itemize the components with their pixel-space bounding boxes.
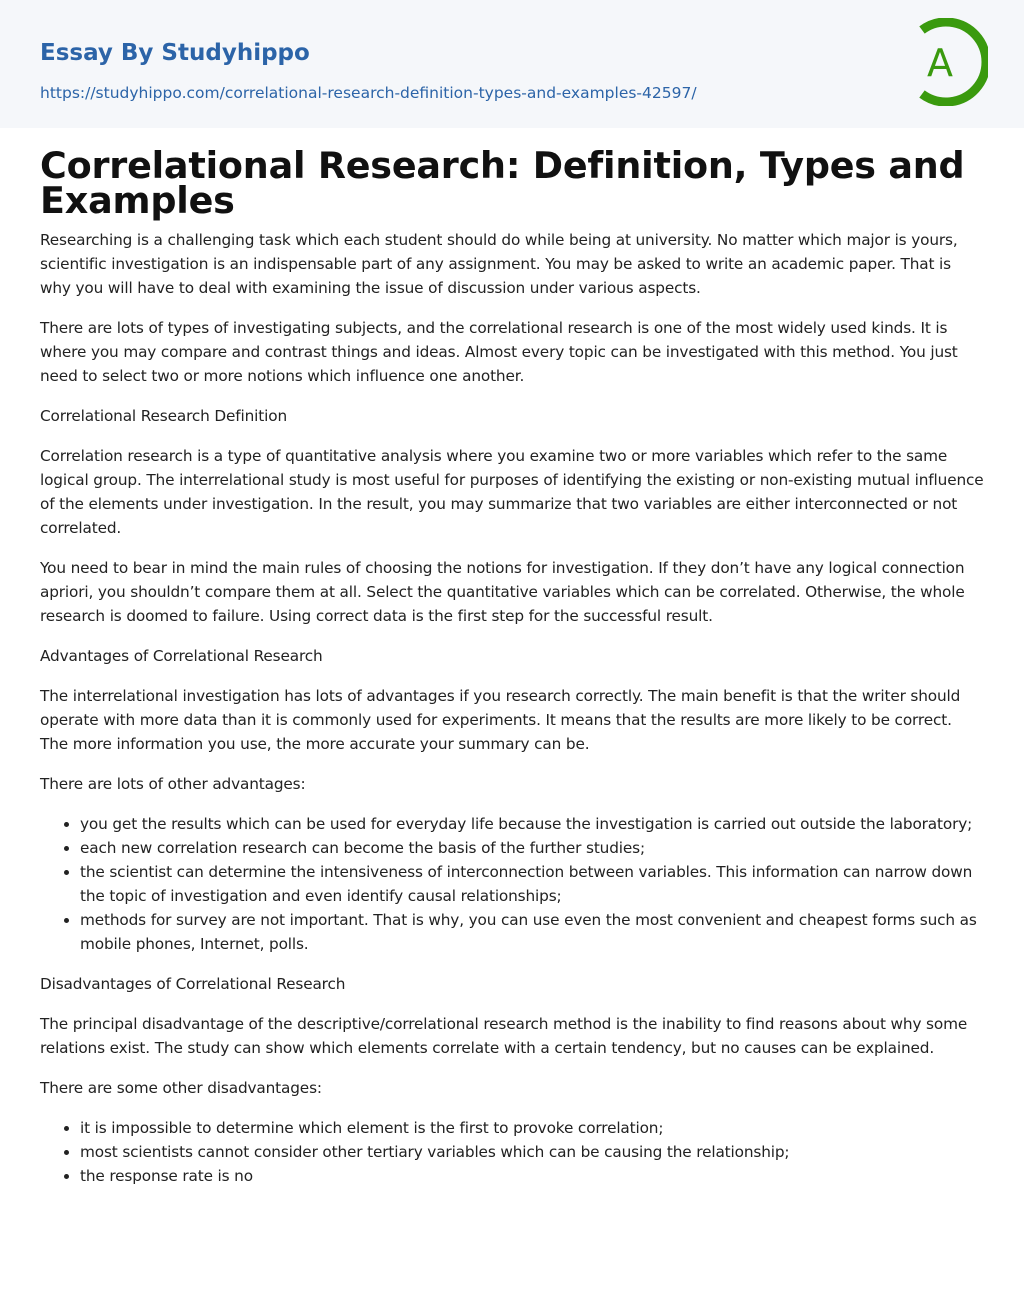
paragraph: Researching is a challenging task which each student should do while being at university. No matter which major is yours, scientific investigation is an indispensable part of any assignment. You may be asked to write an academic paper. That is why you will have to deal with examining the issue of discussion under various aspects.	[40, 231, 958, 297]
paragraph: Correlation research is a type of quantitative analysis where you examine two or more variables which refer to the same logical group. The interrelational study is most useful for purposes of identifying the existing or non-existing mutual influence of the elements under investigation. In the result, you may summarize that two variables are either interconnected or not correlated.	[40, 447, 984, 537]
paragraph: The principal disadvantage of the descriptive/correlational research method is the inability to find reasons about why some relations exist. The study can show which elements correlate with a certain tendency, but no causes can be explained.	[40, 1015, 968, 1057]
list-item: • the response rate is no	[80, 1164, 984, 1188]
section-heading-definition: Correlational Research Definition	[40, 407, 287, 425]
page-title: Correlational Research: Definition, Types and Examples	[40, 144, 965, 222]
section-heading-disadvantages: Disadvantages of Correlational Research	[40, 975, 346, 993]
paragraph: You need to bear in mind the main rules of choosing the notions for investigation. If they don’t have any logical connection apriori, you shouldn’t compare them at all. Select the quantitative variables which can be correlated. Otherwise, the whole research is doomed to failure. Using correct data is the first step for the successful result.	[40, 559, 965, 625]
paragraph: The interrelational investigation has lots of advantages if you research correctly. The main benefit is that the writer should operate with more data than it is commonly used for experiments. It means that the results are more likely to be correct. The more information you use, the more accurate your summary can be.	[40, 687, 961, 753]
paragraph: There are lots of types of investigating subjects, and the correlational research is one of the most widely used kinds. It is where you may compare and contrast things and ideas. Almost every topic can be investigated with this method. You just need to select two or more notions which influence one another.	[40, 319, 958, 385]
list-item: • it is impossible to determine which element is the first to provoke correlation;	[80, 1116, 984, 1140]
list-item: • methods for survey are not important. That is why, you can use even the most convenient and cheapest forms such as mobile phones, Internet, polls.	[80, 908, 984, 956]
list-item: • most scientists cannot consider other tertiary variables which can be causing the relationship;	[80, 1140, 984, 1164]
site-header	[0, 0, 1024, 128]
essay-content	[0, 144, 1024, 1188]
advantages-list	[40, 812, 984, 956]
list-item: • the scientist can determine the intensiveness of interconnection between variables. This information can narrow down the topic of investigation and even identify causal relationships;	[80, 860, 984, 908]
paragraph: There are lots of other advantages:	[40, 775, 306, 793]
disadvantages-list	[40, 1116, 984, 1188]
list-item: • each new correlation research can become the basis of the further studies;	[80, 836, 984, 860]
essay-url-link[interactable]: https://studyhippo.com/correlational-research-definition-types-and-examples-42597/	[40, 84, 697, 102]
paragraph: There are some other disadvantages:	[40, 1079, 322, 1097]
brand-title: Essay By Studyhippo	[40, 40, 310, 66]
list-item: • you get the results which can be used for everyday life because the investigation is carried out outside the laboratory;	[80, 812, 984, 836]
logo-letter: A	[927, 41, 953, 85]
section-heading-advantages: Advantages of Correlational Research	[40, 647, 323, 665]
studyhippo-logo-icon[interactable]	[908, 18, 988, 106]
